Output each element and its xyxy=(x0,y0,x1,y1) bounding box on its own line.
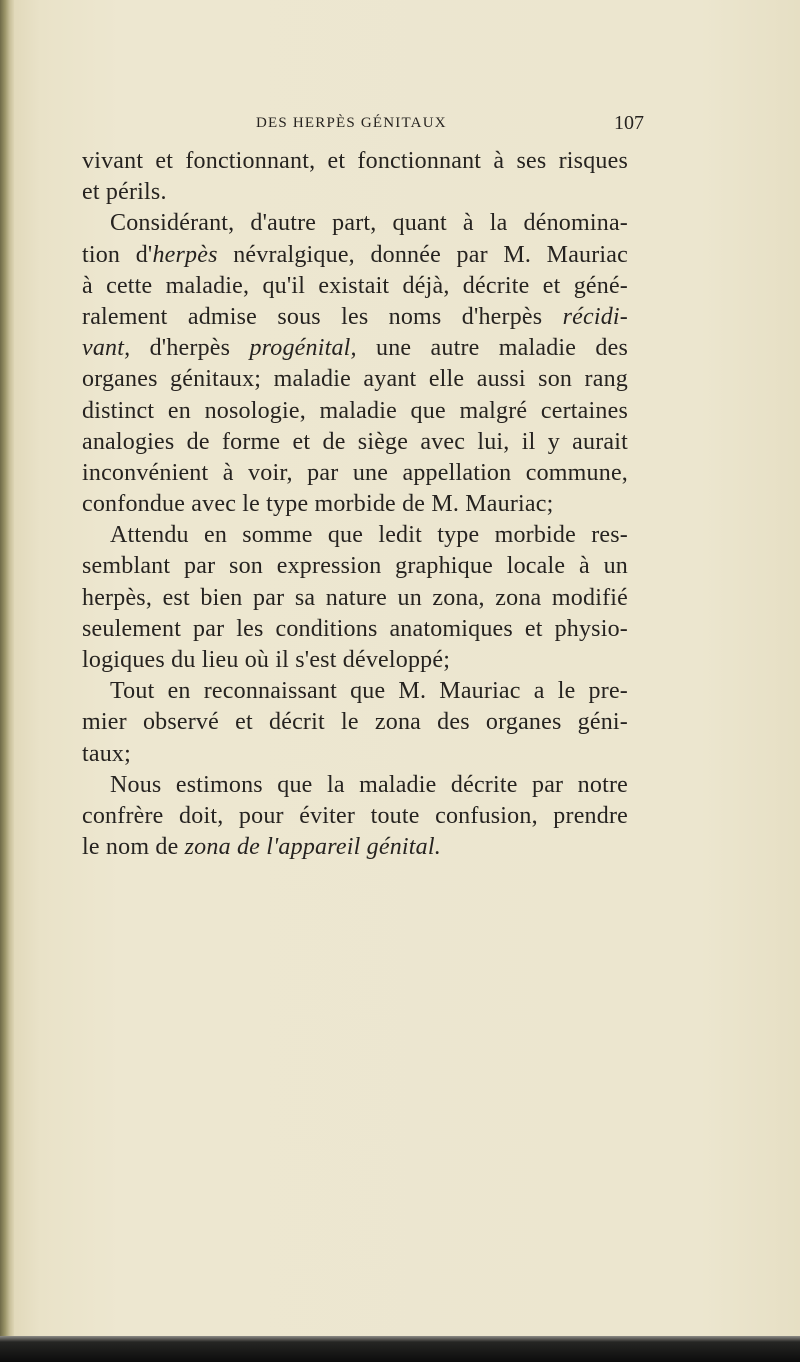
page-number: 107 xyxy=(614,112,644,134)
page-header xyxy=(256,112,644,136)
text-line: organes génitaux; maladie ayant elle aussi son rang xyxy=(82,366,628,393)
italic-term: vant, xyxy=(82,335,131,362)
text-line xyxy=(82,240,628,271)
scan-bottom-edge xyxy=(0,1336,800,1362)
text-line: taux; xyxy=(82,740,131,767)
text-line: Considérant, d'autre part, quant à la dénomina- xyxy=(110,210,628,237)
text-line: herpès, est bien par sa nature un zona, zona modifié xyxy=(82,584,628,611)
text-line: vivant et fonctionnant, et fonctionnant à ses risques xyxy=(82,148,628,174)
text-line xyxy=(82,333,628,364)
italic-term: progénital, xyxy=(249,335,357,362)
italic-term: récidi- xyxy=(562,303,628,330)
text-line: mier observé et décrit le zona des organes géni- xyxy=(82,709,628,736)
italic-term: zona de l'appareil génital. xyxy=(184,834,441,861)
text-line: confrère doit, pour éviter toute confusion, prendre xyxy=(82,802,628,829)
italic-term: herpès xyxy=(152,241,218,268)
text-line: seulement par les conditions anatomiques et physio- xyxy=(82,615,628,642)
text-run: tion d' xyxy=(82,241,153,268)
text-line: Nous estimons que la maladie décrite par notre xyxy=(110,771,628,798)
text-line: semblant par son expression graphique locale à un xyxy=(82,553,628,580)
text-run: ralement admise sous les noms d'herpès xyxy=(82,303,563,330)
text-run: névralgique, donnée par M. Mauriac xyxy=(217,241,629,268)
text-line: Tout en reconnaissant que M. Mauriac a le pre- xyxy=(110,678,628,705)
text-line: logiques du lieu où il s'est développé; xyxy=(82,647,451,673)
running-title: DES HERPÈS GÉNITAUX xyxy=(256,115,447,131)
text-line: et périls. xyxy=(82,179,167,206)
page-binding-edge xyxy=(0,0,14,1362)
body-text xyxy=(82,146,628,863)
text-line: Attendu en somme que ledit type morbide res- xyxy=(110,522,628,549)
text-run: d'herpès xyxy=(130,335,250,362)
text-line xyxy=(82,302,628,333)
text-line: confondue avec le type morbide de M. Mauriac; xyxy=(82,491,554,518)
text-line xyxy=(82,832,628,863)
text-line: inconvénient à voir, par une appellation commune, xyxy=(82,459,628,486)
text-run: le nom de xyxy=(82,834,185,861)
text-run: une autre maladie des xyxy=(356,335,628,362)
text-line: à cette maladie, qu'il existait déjà, décrite et géné- xyxy=(82,272,628,299)
text-line: analogies de forme et de siège avec lui, il y aurait xyxy=(82,428,628,455)
text-line: distinct en nosologie, maladie que malgré certaines xyxy=(82,397,628,424)
